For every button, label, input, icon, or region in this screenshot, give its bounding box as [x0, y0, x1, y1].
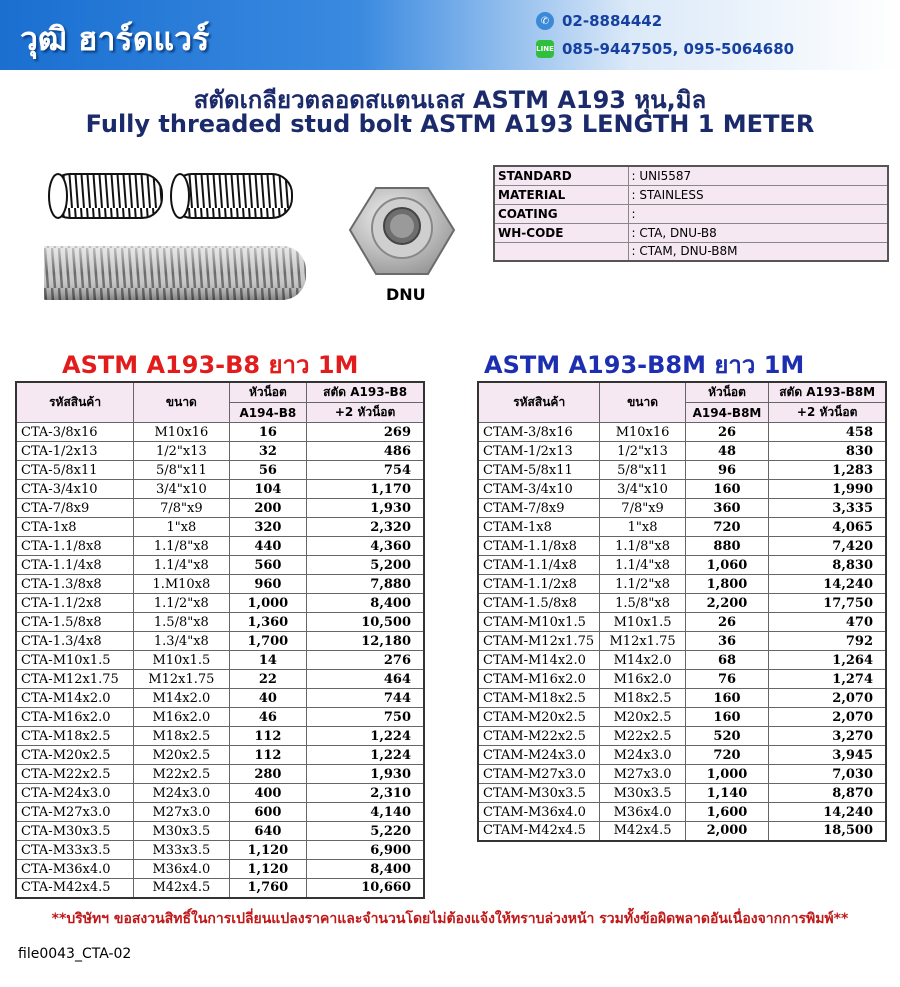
header-size: ขนาด [600, 382, 685, 423]
size: M24x3.0 [134, 784, 229, 803]
product-code: CTAM-M18x2.5 [478, 689, 600, 708]
table-row [16, 632, 424, 651]
nut-price: 880 [685, 537, 769, 556]
table-row [478, 670, 886, 689]
product-code: CTA-1.3/8x8 [16, 575, 134, 594]
size: 1"x8 [600, 518, 685, 537]
stud-price: 1,170 [307, 480, 424, 499]
size: 1.M10x8 [134, 575, 229, 594]
product-code: CTA-3/4x10 [16, 480, 134, 499]
product-code: CTAM-1.1/4x8 [478, 556, 600, 575]
nut-price: 26 [685, 613, 769, 632]
nut-price: 720 [685, 746, 769, 765]
header-stud: สตัด A193-B8M [769, 382, 886, 403]
size: M42x4.5 [600, 822, 685, 841]
size: 3/4"x10 [600, 480, 685, 499]
stud-price: 7,030 [769, 765, 886, 784]
product-code: CTAM-M27x3.0 [478, 765, 600, 784]
brand-logo: วุฒิ ฮาร์ดแวร์ [20, 20, 210, 58]
nut-price: 14 [229, 651, 307, 670]
spec-row [494, 166, 888, 185]
size: 7/8"x9 [600, 499, 685, 518]
size: M18x2.5 [600, 689, 685, 708]
price-table-b8m [477, 381, 887, 842]
table-row [16, 727, 424, 746]
table-row [16, 708, 424, 727]
nut-price: 16 [229, 423, 307, 442]
phone-number: 02-8884442 [562, 12, 663, 30]
stud-price: 792 [769, 632, 886, 651]
stud-price: 276 [307, 651, 424, 670]
product-code: CTAM-M10x1.5 [478, 613, 600, 632]
table-row [16, 841, 424, 860]
nut-price: 1,700 [229, 632, 307, 651]
nut-price: 360 [685, 499, 769, 518]
table-row [16, 442, 424, 461]
size: M12x1.75 [134, 670, 229, 689]
nut-price: 600 [229, 803, 307, 822]
product-code: CTAM-3/4x10 [478, 480, 600, 499]
stud-price: 2,310 [307, 784, 424, 803]
product-code: CTAM-M24x3.0 [478, 746, 600, 765]
stud-price: 744 [307, 689, 424, 708]
nut-price: 1,140 [685, 784, 769, 803]
stud-price: 1,224 [307, 746, 424, 765]
size: M14x2.0 [600, 651, 685, 670]
size: M10x16 [134, 423, 229, 442]
table-row [16, 423, 424, 442]
spec-value: : STAINLESS [628, 185, 888, 204]
product-code: CTA-1.5/8x8 [16, 613, 134, 632]
stud-price: 269 [307, 423, 424, 442]
nut-price: 280 [229, 765, 307, 784]
product-code: CTA-M36x4.0 [16, 860, 134, 879]
nut-price: 112 [229, 727, 307, 746]
product-code: CTAM-1.5/8x8 [478, 594, 600, 613]
nut-price: 96 [685, 461, 769, 480]
contact-phone [536, 12, 662, 30]
stud-price: 14,240 [769, 575, 886, 594]
size: 1.1/4"x8 [600, 556, 685, 575]
table-row [478, 765, 886, 784]
stud-price: 830 [769, 442, 886, 461]
table-row [16, 651, 424, 670]
header-code: รหัสสินค้า [16, 382, 134, 423]
table-row [16, 461, 424, 480]
nut-price: 1,120 [229, 860, 307, 879]
table-row [478, 708, 886, 727]
stud-price: 1,274 [769, 670, 886, 689]
size: M27x3.0 [600, 765, 685, 784]
product-code: CTA-M27x3.0 [16, 803, 134, 822]
table-row [478, 461, 886, 480]
product-code: CTA-7/8x9 [16, 499, 134, 518]
header-size: ขนาด [134, 382, 229, 423]
product-code: CTAM-M14x2.0 [478, 651, 600, 670]
size: M20x2.5 [134, 746, 229, 765]
product-code: CTA-M22x2.5 [16, 765, 134, 784]
stud-price: 18,500 [769, 822, 886, 841]
table-row [478, 727, 886, 746]
product-code: CTAM-M12x1.75 [478, 632, 600, 651]
table-row [478, 784, 886, 803]
stud-price: 7,420 [769, 537, 886, 556]
header-stud-note: +2 หัวน็อต [769, 403, 886, 423]
table-row [16, 613, 424, 632]
stud-price: 8,400 [307, 594, 424, 613]
stud-price: 750 [307, 708, 424, 727]
stud-price: 1,930 [307, 765, 424, 784]
table-row [478, 556, 886, 575]
table-row [478, 822, 886, 841]
stud-price: 8,830 [769, 556, 886, 575]
nut-price: 1,360 [229, 613, 307, 632]
size: 1.5/8"x8 [134, 613, 229, 632]
nut-price: 112 [229, 746, 307, 765]
size: M16x2.0 [600, 670, 685, 689]
size: M10x1.5 [134, 651, 229, 670]
table-row [478, 594, 886, 613]
spec-value: : CTAM, DNU-B8M [628, 242, 888, 261]
nut-price: 104 [229, 480, 307, 499]
nut-price: 1,000 [229, 594, 307, 613]
size: 5/8"x11 [600, 461, 685, 480]
product-code: CTA-M16x2.0 [16, 708, 134, 727]
product-code: CTA-1.1/2x8 [16, 594, 134, 613]
stud-price: 4,360 [307, 537, 424, 556]
page-title-english: Fully threaded stud bolt ASTM A193 LENGTH 1 METER [85, 110, 815, 138]
product-code: CTA-M18x2.5 [16, 727, 134, 746]
stud-price: 2,070 [769, 708, 886, 727]
spec-value: : UNI5587 [628, 166, 888, 185]
size: M30x3.5 [134, 822, 229, 841]
product-code: CTA-M33x3.5 [16, 841, 134, 860]
header-nut-grade: A194-B8 [229, 403, 307, 423]
nut-price: 36 [685, 632, 769, 651]
table-row [16, 518, 424, 537]
nut-price: 960 [229, 575, 307, 594]
header-code: รหัสสินค้า [478, 382, 600, 423]
spec-value: : CTA, DNU-B8 [628, 223, 888, 242]
nut-price: 1,800 [685, 575, 769, 594]
product-code: CTA-M10x1.5 [16, 651, 134, 670]
stud-price: 1,224 [307, 727, 424, 746]
product-code: CTA-1/2x13 [16, 442, 134, 461]
header-nut: หัวน็อต [229, 382, 307, 403]
table-row [478, 518, 886, 537]
nut-price: 26 [685, 423, 769, 442]
table-row [16, 480, 424, 499]
product-code: CTAM-M30x3.5 [478, 784, 600, 803]
product-code: CTAM-1/2x13 [478, 442, 600, 461]
table-row [478, 632, 886, 651]
line-icon: LINE [536, 40, 554, 58]
hex-nut-image [346, 182, 458, 282]
nut-price: 40 [229, 689, 307, 708]
size: M27x3.0 [134, 803, 229, 822]
nut-price: 560 [229, 556, 307, 575]
spec-key: COATING [494, 204, 628, 223]
stud-price: 1,264 [769, 651, 886, 670]
nut-price: 56 [229, 461, 307, 480]
stud-price: 8,870 [769, 784, 886, 803]
product-code: CTAM-M20x2.5 [478, 708, 600, 727]
stud-price: 8,400 [307, 860, 424, 879]
table-row [478, 442, 886, 461]
spec-row [494, 223, 888, 242]
nut-price: 1,000 [685, 765, 769, 784]
size: 1/2"x13 [600, 442, 685, 461]
stud-price: 6,900 [307, 841, 424, 860]
table-row [16, 784, 424, 803]
spec-row [494, 204, 888, 223]
table-row [478, 480, 886, 499]
product-code: CTAM-5/8x11 [478, 461, 600, 480]
header-stud: สตัด A193-B8 [307, 382, 424, 403]
table-row [16, 670, 424, 689]
spec-key: STANDARD [494, 166, 628, 185]
spec-table [493, 165, 889, 262]
size: 1.1/2"x8 [600, 575, 685, 594]
size: 1.3/4"x8 [134, 632, 229, 651]
nut-price: 1,760 [229, 879, 307, 898]
size: 3/4"x10 [134, 480, 229, 499]
table-row [16, 499, 424, 518]
spec-value: : [628, 204, 888, 223]
nut-price: 48 [685, 442, 769, 461]
table-row [478, 575, 886, 594]
stud-price: 4,140 [307, 803, 424, 822]
nut-price: 68 [685, 651, 769, 670]
table-row [16, 575, 424, 594]
size: M14x2.0 [134, 689, 229, 708]
spec-key: WH-CODE [494, 223, 628, 242]
product-code: CTA-3/8x16 [16, 423, 134, 442]
size: 5/8"x11 [134, 461, 229, 480]
product-code: CTAM-1.1/2x8 [478, 575, 600, 594]
stud-price: 458 [769, 423, 886, 442]
product-code: CTA-M12x1.75 [16, 670, 134, 689]
left-section-heading: ASTM A193-B8 ยาว 1M [62, 351, 359, 379]
size: 1"x8 [134, 518, 229, 537]
size: M12x1.75 [600, 632, 685, 651]
stud-price: 4,065 [769, 518, 886, 537]
phone-icon: ✆ [536, 12, 554, 30]
product-code: CTA-1.3/4x8 [16, 632, 134, 651]
size: M18x2.5 [134, 727, 229, 746]
stud-price: 486 [307, 442, 424, 461]
stud-price: 470 [769, 613, 886, 632]
product-code: CTA-1.1/8x8 [16, 537, 134, 556]
nut-price: 32 [229, 442, 307, 461]
product-code: CTA-M14x2.0 [16, 689, 134, 708]
product-code: CTAM-M22x2.5 [478, 727, 600, 746]
size: 1.5/8"x8 [600, 594, 685, 613]
product-code: CTAM-M42x4.5 [478, 822, 600, 841]
nut-price: 76 [685, 670, 769, 689]
stud-price: 3,270 [769, 727, 886, 746]
stud-price: 14,240 [769, 803, 886, 822]
spec-key: MATERIAL [494, 185, 628, 204]
stud-price: 1,283 [769, 461, 886, 480]
stud-price: 1,930 [307, 499, 424, 518]
stud-price: 17,750 [769, 594, 886, 613]
nut-price: 160 [685, 708, 769, 727]
stud-price: 2,070 [769, 689, 886, 708]
table-row [16, 689, 424, 708]
size: 1.1/2"x8 [134, 594, 229, 613]
price-table-b8 [15, 381, 425, 899]
table-row [16, 860, 424, 879]
nut-price: 640 [229, 822, 307, 841]
table-row [478, 537, 886, 556]
spec-key [494, 242, 628, 261]
table-row [16, 746, 424, 765]
stud-price: 5,200 [307, 556, 424, 575]
nut-price: 2,200 [685, 594, 769, 613]
size: M36x4.0 [600, 803, 685, 822]
nut-price: 1,600 [685, 803, 769, 822]
size: M16x2.0 [134, 708, 229, 727]
stud-price: 12,180 [307, 632, 424, 651]
product-code: CTAM-1.1/8x8 [478, 537, 600, 556]
nut-price: 320 [229, 518, 307, 537]
header-nut-grade: A194-B8M [685, 403, 769, 423]
stud-price: 10,500 [307, 613, 424, 632]
nut-price: 1,120 [229, 841, 307, 860]
table-row [16, 537, 424, 556]
stud-price: 7,880 [307, 575, 424, 594]
stud-price: 754 [307, 461, 424, 480]
size: M22x2.5 [134, 765, 229, 784]
table-row [16, 556, 424, 575]
product-code: CTAM-M36x4.0 [478, 803, 600, 822]
table-row [478, 689, 886, 708]
size: M10x1.5 [600, 613, 685, 632]
nut-price: 400 [229, 784, 307, 803]
nut-price: 46 [229, 708, 307, 727]
size: 1.1/8"x8 [600, 537, 685, 556]
nut-price: 520 [685, 727, 769, 746]
product-code: CTA-M20x2.5 [16, 746, 134, 765]
nut-price: 160 [685, 689, 769, 708]
table-row [478, 499, 886, 518]
product-code: CTAM-M16x2.0 [478, 670, 600, 689]
nut-price: 200 [229, 499, 307, 518]
stud-price: 5,220 [307, 822, 424, 841]
size: 1.1/4"x8 [134, 556, 229, 575]
product-code: CTA-1x8 [16, 518, 134, 537]
contact-line [536, 40, 794, 58]
size: 7/8"x9 [134, 499, 229, 518]
nut-price: 2,000 [685, 822, 769, 841]
file-name: file0043_CTA-02 [18, 946, 132, 962]
product-code: CTA-1.1/4x8 [16, 556, 134, 575]
stud-price: 10,660 [307, 879, 424, 898]
nut-label: DNU [386, 285, 426, 304]
header-stud-note: +2 หัวน็อต [307, 403, 424, 423]
size: M36x4.0 [134, 860, 229, 879]
stud-price: 3,945 [769, 746, 886, 765]
disclaimer-note: **บริษัทฯ ขอสงวนสิทธิ์ในการเปลี่ยนแปลงราคาและจำนวนโดยไม่ต้องแจ้งให้ทราบล่วงหน้า รวมทั้งข้อผิดพลาดอันเนื่องจากการพิมพ์** [51, 911, 849, 927]
product-code: CTAM-7/8x9 [478, 499, 600, 518]
table-row [478, 746, 886, 765]
size: M42x4.5 [134, 879, 229, 898]
product-code: CTA-M24x3.0 [16, 784, 134, 803]
table-row [478, 651, 886, 670]
table-row [16, 594, 424, 613]
nut-price: 160 [685, 480, 769, 499]
table-row [16, 765, 424, 784]
table-row [16, 879, 424, 898]
page-title-thai: สตัดเกลียวตลอดสแตนเลส ASTM A193 หุน,มิล [193, 86, 707, 114]
threaded-rod-image [44, 168, 314, 316]
table-row [478, 803, 886, 822]
table-row [16, 803, 424, 822]
stud-price: 1,990 [769, 480, 886, 499]
size: M10x16 [600, 423, 685, 442]
product-code: CTA-5/8x11 [16, 461, 134, 480]
product-code: CTA-M30x3.5 [16, 822, 134, 841]
size: 1/2"x13 [134, 442, 229, 461]
nut-price: 440 [229, 537, 307, 556]
nut-price: 720 [685, 518, 769, 537]
nut-price: 1,060 [685, 556, 769, 575]
table-row [16, 822, 424, 841]
size: 1.1/8"x8 [134, 537, 229, 556]
product-code: CTA-M42x4.5 [16, 879, 134, 898]
right-section-heading: ASTM A193-B8M ยาว 1M [484, 351, 805, 379]
table-row [478, 423, 886, 442]
stud-price: 3,335 [769, 499, 886, 518]
spec-row [494, 185, 888, 204]
header-nut: หัวน็อต [685, 382, 769, 403]
product-code: CTAM-3/8x16 [478, 423, 600, 442]
size: M22x2.5 [600, 727, 685, 746]
size: M24x3.0 [600, 746, 685, 765]
size: M20x2.5 [600, 708, 685, 727]
stud-price: 464 [307, 670, 424, 689]
product-code: CTAM-1x8 [478, 518, 600, 537]
stud-price: 2,320 [307, 518, 424, 537]
size: M30x3.5 [600, 784, 685, 803]
nut-price: 22 [229, 670, 307, 689]
line-numbers: 085-9447505, 095-5064680 [562, 40, 795, 58]
spec-row [494, 242, 888, 261]
table-row [478, 613, 886, 632]
size: M33x3.5 [134, 841, 229, 860]
